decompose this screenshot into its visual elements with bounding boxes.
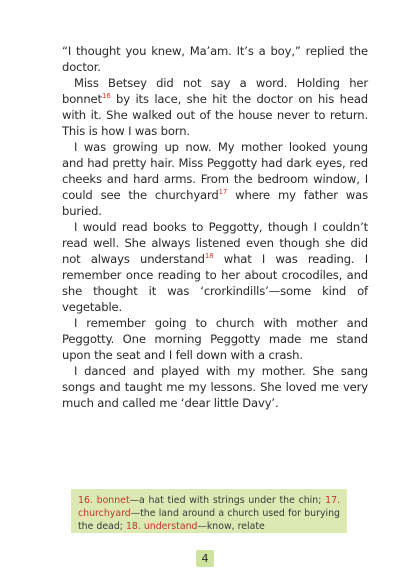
footnote-box <box>71 489 347 533</box>
footnote-marker: 18 <box>204 252 214 261</box>
footnote-term: 16. bonnet <box>78 495 130 506</box>
paragraph-text: I was growing up now. My mother looked young and had pretty hair. Miss Peggotty had dark eyes, red cheeks and hard arms. From the bedroom window, I could see the churchyard <box>62 140 368 202</box>
paragraph <box>62 139 368 219</box>
story-text <box>62 43 368 411</box>
paragraph-text: where my father was buried. <box>62 188 368 218</box>
paragraph-text: I danced and played with my mother. She sang songs and taught me my lessons. She loved me very much and called me ‘dear little Davy’. <box>62 364 368 410</box>
paragraph <box>62 315 368 363</box>
paragraph-text: Miss Betsey did not say a word. Holding her bonnet <box>62 76 368 106</box>
footnote-definition: —know, relate <box>197 521 265 532</box>
paragraph-text: by its lace, she hit the doctor on his head with it. She walked out of the house never to return. This is how I was born. <box>62 92 368 138</box>
paragraph <box>62 363 368 411</box>
footnote-definition: —the land around a church used for burying the dead; <box>78 508 340 532</box>
footnote-marker: 16 <box>101 92 111 101</box>
paragraph-text: “I thought you knew, Ma’am. It’s a boy,” replied the doctor. <box>62 44 368 74</box>
footnote-marker: 17 <box>218 188 228 197</box>
footnote-term: 17. churchyard <box>78 495 341 519</box>
page-number: 4 <box>196 550 214 567</box>
paragraph-text: I remember going to church with mother and Peggotty. One morning Peggotty made me stand upon the seat and I fell down with a crash. <box>62 316 368 362</box>
paragraph-text: I would read books to Peggotty, though I couldn’t read well. She always listened even though she did not always understand <box>62 220 368 266</box>
paragraph <box>62 43 368 75</box>
paragraph <box>62 75 368 139</box>
paragraph <box>62 219 368 315</box>
footnote-definition: —a hat tied with strings under the chin; <box>129 495 322 506</box>
paragraph-text: what I was reading. I remember once reading to her about crocodiles, and she thought it was ‘crorkindills’—some kind of vegetable. <box>62 252 369 314</box>
footnote-term: 18. understand <box>125 521 198 532</box>
